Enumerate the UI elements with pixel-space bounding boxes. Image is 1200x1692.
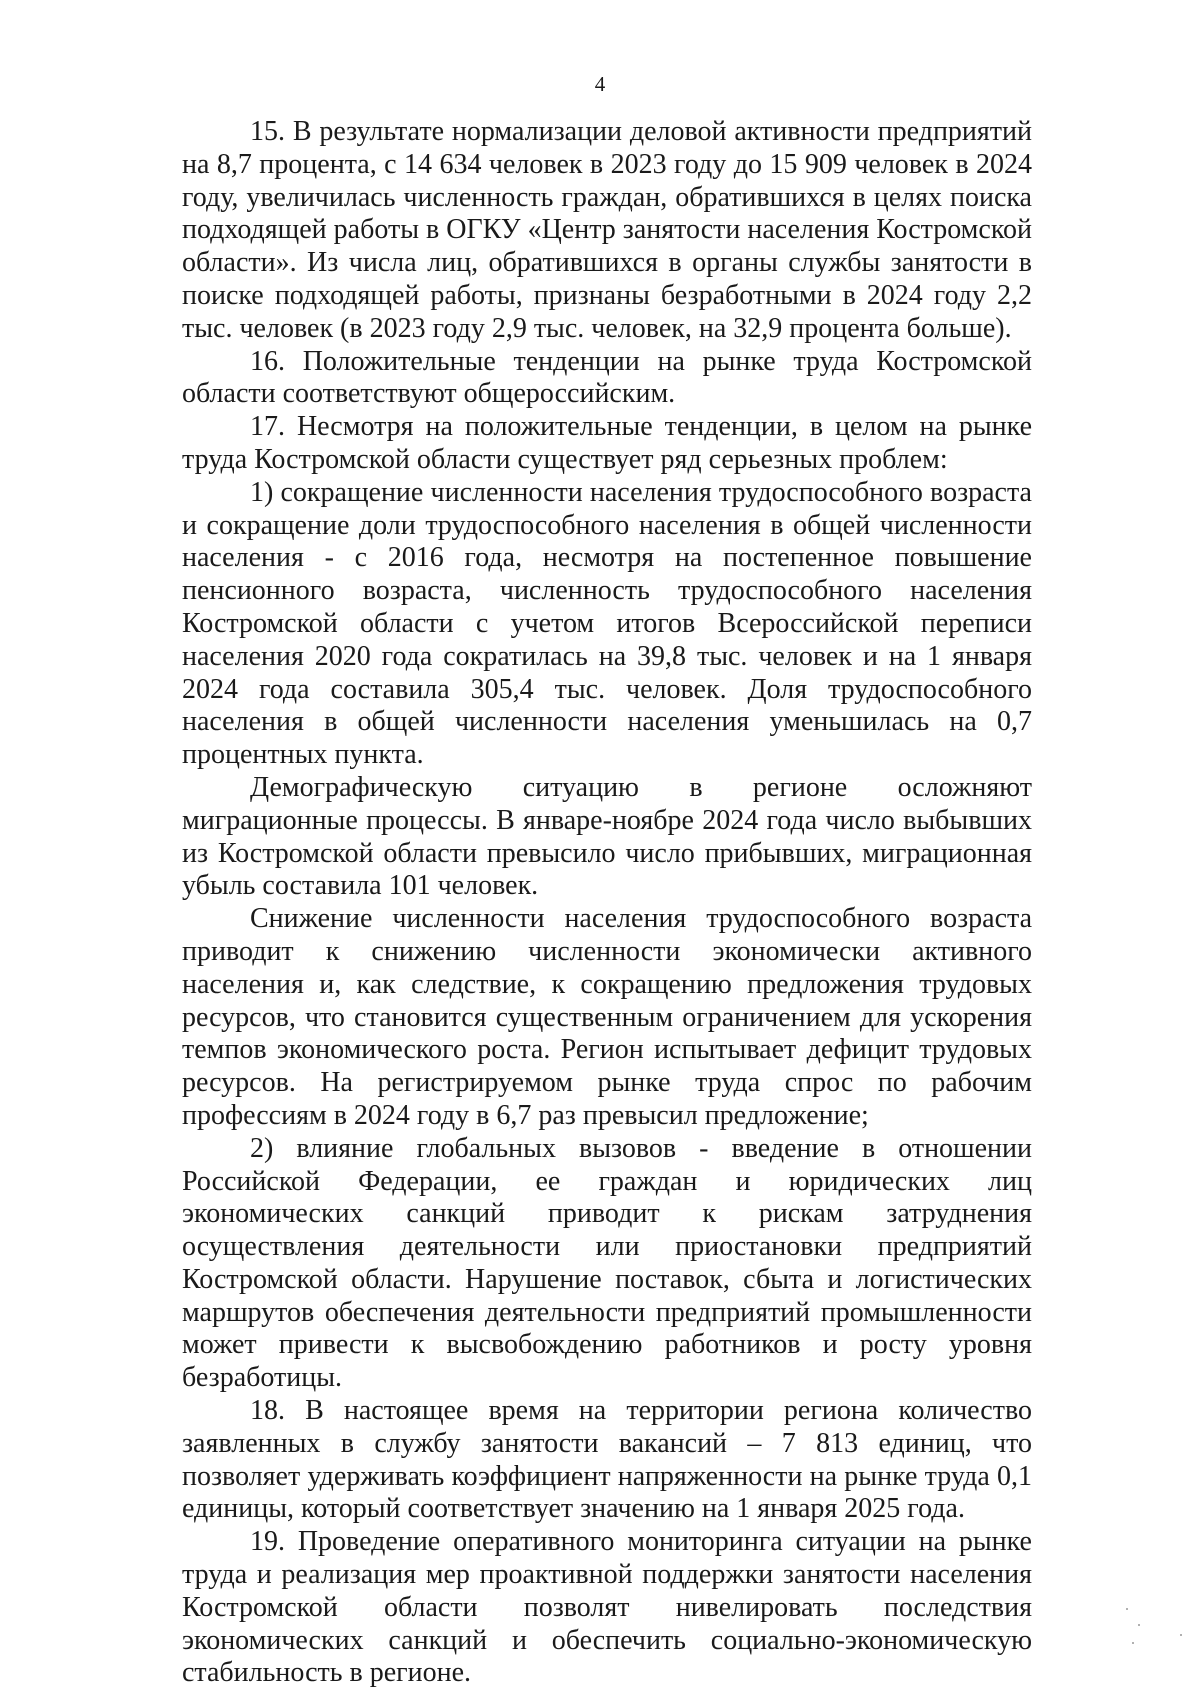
scan-speck xyxy=(1132,1642,1134,1644)
page-number: 4 xyxy=(594,72,606,96)
scan-speck xyxy=(1180,1634,1182,1636)
paragraph-16: 16. Положительные тенденции на рынке труда Костромской области соответствуют общероссийским. xyxy=(182,345,1032,410)
document-body xyxy=(182,116,1032,1690)
paragraph-15: 15. В результате нормализации деловой активности предприятий на 8,7 процента, с 14 634 человек в 2023 году до 15 909 человек в 2024 году, увеличилась численность граждан, обратившихся в целях поиска подходящей работы в ОГКУ «Центр занятости населения Костромской области». Из числа лиц, обратившихся в органы службы занятости в поиске подходящей работы, признаны безработными в 2024 году 2,2 тыс. человек (в 2023 году 2,9 тыс. человек, на 32,9 процента больше). xyxy=(182,116,1032,344)
paragraph-18: 18. В настоящее время на территории региона количество заявленных в службу занятости вакансий – 7 813 единиц, что позволяет удерживать коэффициент напряженности на рынке труда 0,1 единицы, который соответствует значению на 1 января 2025 года. xyxy=(182,1395,1032,1525)
list-item-2: 2) влияние глобальных вызовов - введение в отношении Российской Федерации, ее граждан и юридических лиц экономических санкций приводит к рискам затруднения осуществления деятельности или приостановки предприятий Костромской области. Нарушение поставок, сбыта и логистических маршрутов обеспечения деятельности предприятий промышленности может привести к высвобождению работников и росту уровня безработицы. xyxy=(182,1132,1032,1394)
paragraph-demography: Демографическую ситуацию в регионе осложняют миграционные процессы. В январе-ноябре 2024 года число выбывших из Костромской области превысило число прибывших, миграционная убыль составила 101 человек. xyxy=(182,771,1032,902)
paragraph-17: 17. Несмотря на положительные тенденции, в целом на рынке труда Костромской области существует ряд серьезных проблем: xyxy=(182,411,1032,475)
paragraph-labor-decline: Снижение численности населения трудоспособного возраста приводит к снижению численности экономически активного населения и, как следствие, к сокращению предложения трудовых ресурсов, что становится существенным ограничением для ускорения темпов экономического роста. Регион испытывает дефицит трудовых ресурсов. На регистрируемом рынке труда спрос по рабочим профессиям в 2024 году в 6,7 раз превысил предложение; xyxy=(182,903,1032,1131)
scan-speck xyxy=(1126,1608,1128,1610)
paragraph-19: 19. Проведение оперативного мониторинга ситуации на рынке труда и реализация мер проактивной поддержки занятости населения Костромской области позволят нивелировать последствия экономических санкций и обеспечить социально-экономическую стабильность в регионе. xyxy=(182,1526,1032,1689)
scan-speck xyxy=(1138,1624,1140,1626)
list-item-1: 1) сокращение численности населения трудоспособного возраста и сокращение доли трудоспособного населения в общей численности населения - с 2016 года, несмотря на постепенное повышение пенсионного возраста, численность трудоспособного населения Костромской области с учетом итогов Всероссийской переписи населения 2020 года сократилась на 39,8 тыс. человек и на 1 января 2024 года составила 305,4 тыс. человек. Доля трудоспособного населения в общей численности населения уменьшилась на 0,7 процентных пункта. xyxy=(182,476,1032,771)
